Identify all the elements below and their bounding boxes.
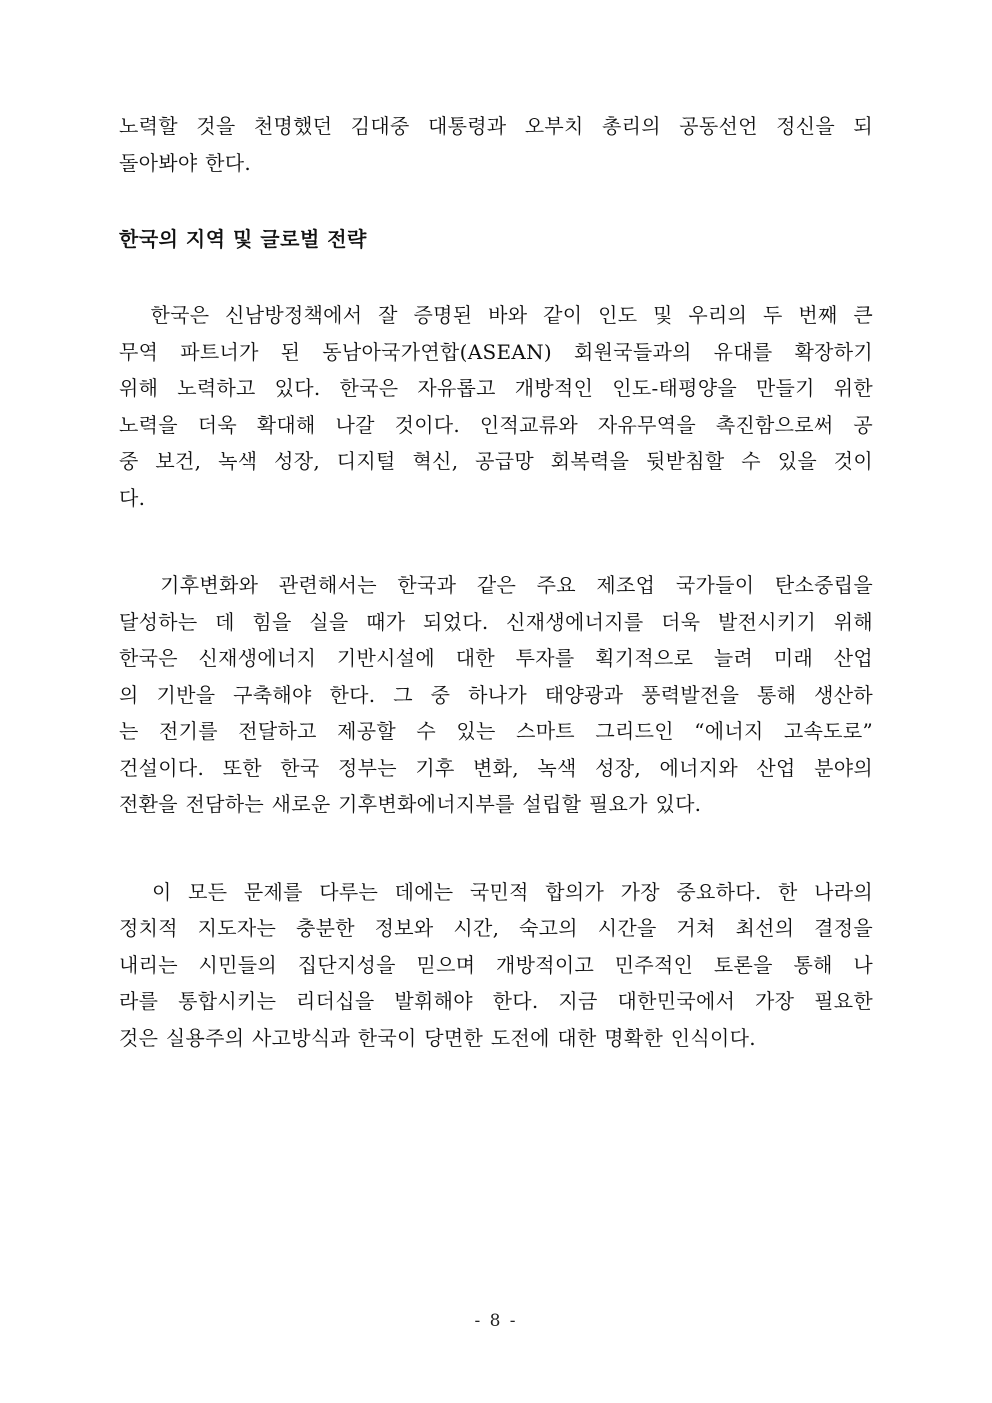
paragraph-line: 돌아봐야 한다. [119, 150, 252, 175]
paragraph-line: 중 보건, 녹색 성장, 디지털 혁신, 공급망 회복력을 뒷받침할 수 있을 것이 [119, 449, 873, 473]
paragraph-national-consensus [119, 874, 873, 1057]
document-body [119, 108, 873, 1056]
paragraph-line: 노력을 더욱 확대해 나갈 것이다. 인적교류와 자유무역을 촉진함으로써 공 [119, 412, 873, 437]
paragraph-line: 기후변화와 관련해서는 한국과 같은 주요 제조업 국가들이 탄소중립을 [119, 573, 873, 597]
paragraph-line: 는 전기를 전달하고 제공할 수 있는 스마트 그리드인 “에너지 고속도로” [119, 719, 873, 743]
paragraph-line: 건설이다. 또한 한국 정부는 기후 변화, 녹색 성장, 에너지와 산업 분야의 [119, 755, 873, 780]
paragraph-line: 내리는 시민들의 집단지성을 믿으며 개방적이고 민주적인 토론을 통해 나 [119, 952, 873, 977]
paragraph-line: 한국은 신재생에너지 기반시설에 대한 투자를 획기적으로 늘려 미래 산업 [119, 646, 873, 670]
paragraph-line: 전환을 전담하는 새로운 기후변화에너지부를 설립할 필요가 있다. [119, 792, 702, 816]
paragraph-line: 무역 파트너가 된 동남아국가연합(ASEAN) 회원국들과의 유대를 확장하기 [119, 339, 873, 364]
section-heading: 한국의 지역 및 글로벌 전략 [119, 227, 367, 251]
paragraph-line: 라를 통합시키는 리더십을 발휘해야 한다. 지금 대한민국에서 가장 필요한 [119, 989, 873, 1013]
paragraph-line: 위해 노력하고 있다. 한국은 자유롭고 개방적인 인도-태평양을 만들기 위한 [119, 376, 873, 400]
intro-paragraph [119, 108, 873, 181]
paragraph-line: 다. [119, 485, 146, 510]
paragraph-line: 정치적 지도자는 충분한 정보와 시간, 숙고의 시간을 거쳐 최선의 결정을 [119, 916, 873, 940]
paragraph-regional-strategy [119, 297, 873, 516]
paragraph-line: 이 모든 문제를 다루는 데에는 국민적 합의가 가장 중요하다. 한 나라의 [119, 879, 873, 904]
paragraph-line: 한국은 신남방정책에서 잘 증명된 바와 같이 인도 및 우리의 두 번째 큰 [119, 303, 873, 327]
page-number: - 8 - [474, 1311, 518, 1331]
paragraph-climate-change [119, 567, 873, 823]
paragraph-line: 달성하는 데 힘을 실을 때가 되었다. 신재생에너지를 더욱 발전시키기 위해 [119, 609, 873, 634]
paragraph-line: 노력할 것을 천명했던 김대중 대통령과 오부치 총리의 공동선언 정신을 되 [119, 114, 873, 138]
paragraph-line: 의 기반을 구축해야 한다. 그 중 하나가 태양광과 풍력발전을 통해 생산하 [119, 682, 873, 707]
paragraph-line: 것은 실용주의 사고방식과 한국이 당면한 도전에 대한 명확한 인식이다. [119, 1025, 756, 1050]
